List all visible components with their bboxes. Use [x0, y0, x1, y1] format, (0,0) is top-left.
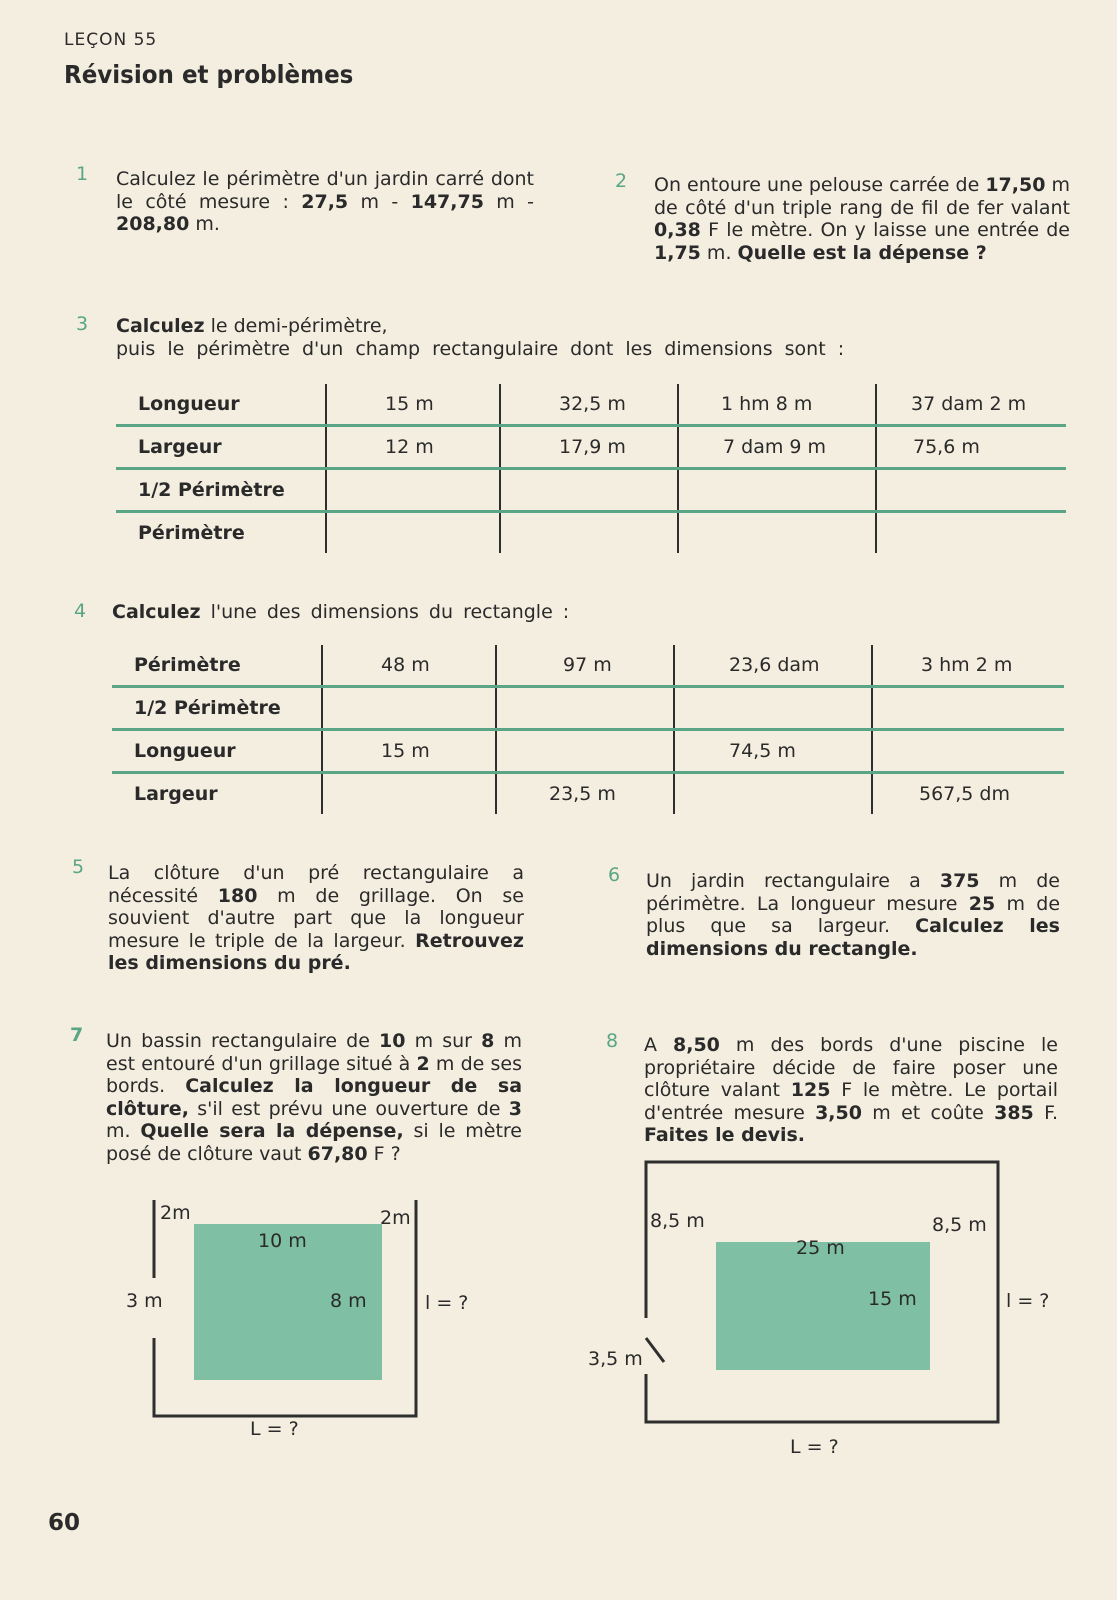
- problem-4-number: 4: [74, 600, 87, 622]
- problem-6-number: 6: [608, 864, 621, 886]
- lesson-label: LEÇON 55: [64, 30, 158, 50]
- table-cell: [876, 512, 1066, 554]
- table-rectangle-perimeter: [116, 384, 1066, 553]
- table-cell: [496, 687, 674, 730]
- problem-2-text: On entoure une pelouse carrée de 17,50 m de côté d'un triple rang de fil de fer valant 0,38 F le mètre. On y laisse une entrée de 1,75 m. Quelle est la dépense ?: [654, 174, 1070, 264]
- table-row: [112, 773, 1064, 815]
- table-cell: 74,5 m: [674, 730, 872, 773]
- table-cell: [674, 773, 872, 815]
- fig8-label-height: 15 m: [868, 1288, 917, 1310]
- fig8-label-L: L = ?: [790, 1436, 839, 1458]
- row-label: Largeur: [134, 783, 218, 805]
- problem-3-number: 3: [76, 313, 89, 335]
- fig8-label-top-left: 8,5 m: [650, 1210, 705, 1232]
- table-cell: 75,6 m: [876, 426, 1066, 469]
- problem-4-text: Calculez l'une des dimensions du rectangle :: [112, 601, 570, 623]
- fig7-label-l: l = ?: [425, 1292, 469, 1314]
- table-cell: [500, 469, 678, 512]
- fig8-label-gate: 3,5 m: [588, 1348, 643, 1370]
- table-cell: 37 dam 2 m: [876, 384, 1066, 426]
- table-cell: 32,5 m: [500, 384, 678, 426]
- table-cell: [326, 469, 500, 512]
- table-cell: [678, 469, 876, 512]
- row-label: Largeur: [116, 426, 326, 469]
- table-row: [112, 730, 1064, 773]
- table-cell: 15 m: [326, 384, 500, 426]
- row-label: Longueur: [116, 384, 326, 426]
- fig7-label-height: 8 m: [330, 1290, 367, 1312]
- table-cell: [872, 687, 1064, 730]
- page-number: 60: [48, 1510, 81, 1536]
- row-label: 1/2 Périmètre: [116, 469, 326, 512]
- table-cell: 17,9 m: [500, 426, 678, 469]
- fig7-label-width: 10 m: [258, 1230, 307, 1252]
- table-cell: [322, 773, 496, 815]
- fig7-label-top-right: 2m: [380, 1207, 411, 1229]
- gate-line: [646, 1338, 664, 1362]
- row-label: Périmètre: [112, 645, 322, 687]
- problem-8-number: 8: [606, 1030, 619, 1052]
- table-cell: 15 m: [322, 730, 496, 773]
- problem-1-number: 1: [76, 163, 89, 185]
- problem-6-text: Un jardin rectangulaire a 375 m de périmètre. La longueur mesure 25 m de plus que sa largeur. Calculez les dimensions du rectangle.: [646, 870, 1061, 960]
- problem-1-text: Calculez le périmètre d'un jardin carré dont le côté mesure : 27,5 m - 147,75 m - 208,80 m.: [116, 168, 535, 235]
- table-cell: [496, 730, 674, 773]
- problem-2-number: 2: [615, 170, 628, 192]
- table-cell: 23,5 m: [496, 773, 674, 815]
- table-cell: [872, 730, 1064, 773]
- table-cell: 7 dam 9 m: [678, 426, 876, 469]
- table-cell: 12 m: [326, 426, 500, 469]
- problem-7-text: Un bassin rectangulaire de 10 m sur 8 m est entouré d'un grillage situé à 2 m de ses bords. Calculez la longueur de sa clôture, s'il est prévu une ouverture de 3 m. Quelle sera la dépense, si le mètre posé de clôture vaut 67,80 F ?: [106, 1030, 523, 1165]
- problem-3-text: Calculez le demi-périmètre, puis le périmètre d'un champ rectangulaire dont les dimensions sont :: [116, 315, 845, 360]
- table-cell: 1 hm 8 m: [678, 384, 876, 426]
- table-cell: [678, 512, 876, 554]
- table-cell: [500, 512, 678, 554]
- figure-8-diagram: [630, 1160, 1010, 1440]
- table-row: [112, 645, 1064, 687]
- table-row: [116, 469, 1066, 512]
- fig8-label-top-right: 8,5 m: [932, 1214, 987, 1236]
- row-label: Périmètre: [138, 522, 245, 544]
- problem-8-text: A 8,50 m des bords d'une piscine le propriétaire décide de faire poser une clôture valant 125 F le mètre. Le portail d'entrée mesure 3,50 m et coûte 385 F. Faites le devis.: [644, 1034, 1059, 1146]
- table-rectangle-dimensions: [112, 645, 1064, 814]
- table-row: [112, 687, 1064, 730]
- table-cell: 48 m: [322, 645, 496, 687]
- table-row: [116, 426, 1066, 469]
- table-cell: [674, 687, 872, 730]
- table-row: [116, 512, 1066, 554]
- table-cell: [876, 469, 1066, 512]
- page-title: Révision et problèmes: [64, 60, 354, 89]
- fig7-label-L: L = ?: [250, 1418, 299, 1440]
- row-label: Longueur: [112, 730, 322, 773]
- table-cell: [326, 512, 500, 554]
- problem-7-number: 7: [70, 1024, 84, 1046]
- problem-5-text: La clôture d'un pré rectangulaire a nécessité 180 m de grillage. On se souvient d'autre part que la longueur mesure le triple de la largeur. Retrouvez les dimensions du pré.: [108, 862, 524, 974]
- table-cell: [322, 687, 496, 730]
- fig8-label-l: l = ?: [1006, 1290, 1050, 1312]
- table-row: [116, 384, 1066, 426]
- fig7-label-top-left: 2m: [160, 1202, 191, 1224]
- table-cell: 97 m: [496, 645, 674, 687]
- fig7-label-gap: 3 m: [126, 1290, 163, 1312]
- problem-5-number: 5: [72, 856, 85, 878]
- row-label: 1/2 Périmètre: [112, 687, 322, 730]
- table-cell: 23,6 dam: [674, 645, 872, 687]
- table-cell: 3 hm 2 m: [872, 645, 1064, 687]
- table-cell: 567,5 dm: [872, 773, 1064, 815]
- fig8-label-width: 25 m: [796, 1237, 845, 1259]
